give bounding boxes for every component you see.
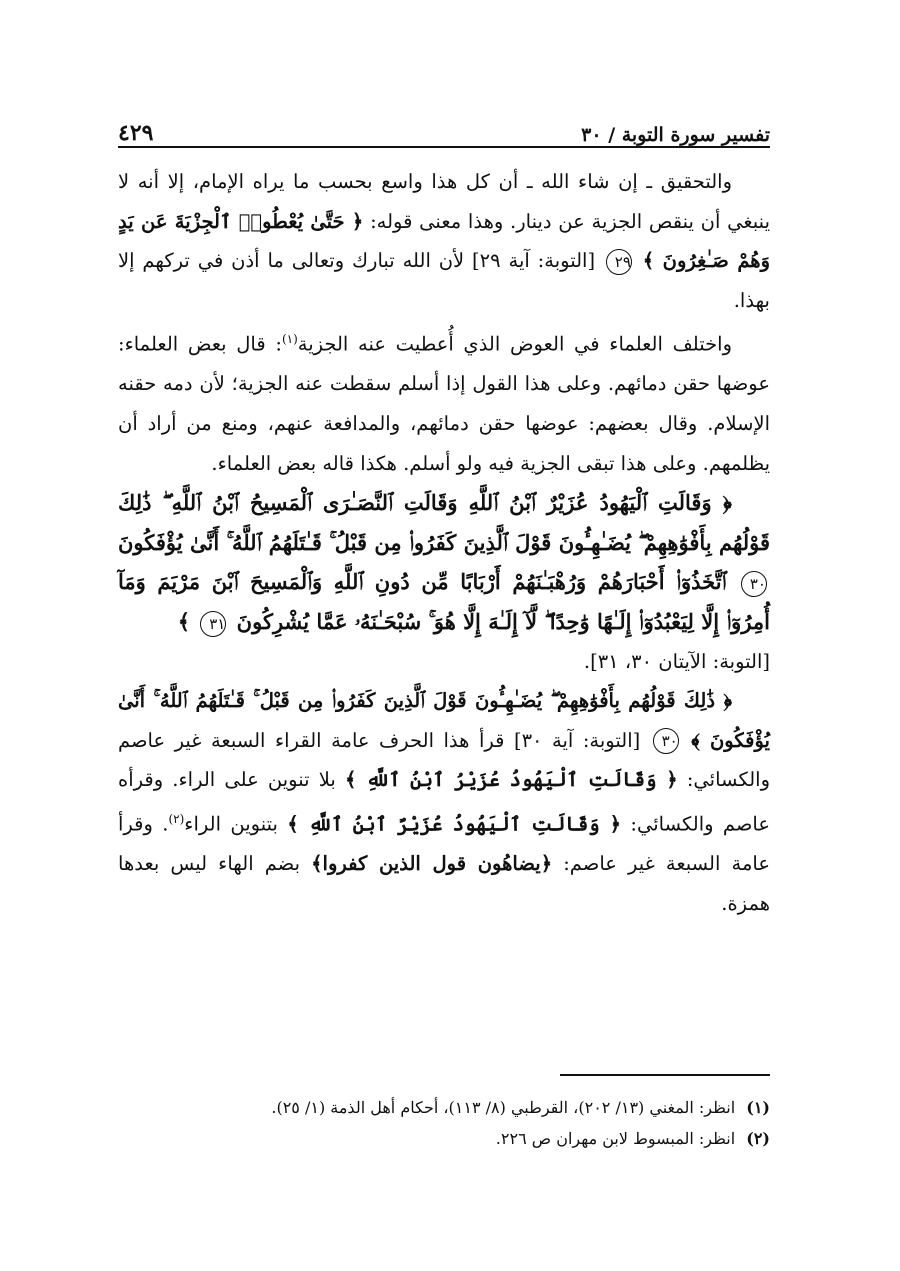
quran-bracket: ﴾	[177, 609, 191, 635]
footnote-divider	[560, 1074, 770, 1076]
page-number: ٤٢٩	[118, 120, 154, 146]
quran-verse: ﴿ وَقَالَتِ ٱلْيَهُودُ عُزَيْرٌ ٱبْنُ ٱللَّهِ وَقَالَتِ ٱلنَّصَـٰرَى ٱلْمَسِيحُ ٱبْنُ ٱللَّهِ ۖ ذَٰلِكَ قَوْلُهُم بِأَفْوَٰهِهِمْ ۖ يُضَـٰهِـُٔونَ قَوْلَ ٱلَّذِينَ كَفَرُوا۟ مِن قَبْلُ ۚ قَـٰتَلَهُمُ ٱللَّهُ ۚ أَنَّىٰ يُؤْفَكُونَ	[118, 490, 770, 555]
paragraph-text: بلا تنوين على الراء. وقرأه عاصم والكسائي:	[118, 768, 770, 836]
paragraph-text: واختلف العلماء في العوض الذي أُعطيت عنه الجزية	[297, 332, 733, 356]
quran-verse: ﴿ وَقَالَتِ ٱلْيَهُودُ عُزَيْرُ ٱبْنُ ٱللَّهِ ﴾	[344, 768, 678, 792]
body-text	[118, 162, 770, 923]
ayah-number-marker: ٣١	[200, 611, 226, 637]
quran-citation-line	[118, 642, 770, 682]
footnote-ref: (٢)	[168, 812, 185, 826]
footnote-text: انظر: المغني (١٣/ ٢٠٢)، القرطبي (٨/ ١١٣)، أحكام أهل الذمة (١/ ٢٥).	[271, 1098, 736, 1117]
running-title: تفسير سورة التوبة / ٣٠	[581, 124, 770, 146]
quran-verse: ﴿يضاهُون قول الذين كفروا﴾	[311, 852, 553, 876]
paragraph-text: بضم الهاء ليس بعدها همزة.	[118, 852, 770, 915]
paragraph-text: بتنوين الراء	[184, 812, 278, 836]
quran-verse: ﴿ وَقَالَتِ ٱلْيَهُودُ عُزَيْرٌ ٱبْنُ ٱللَّهِ ﴾	[287, 812, 622, 836]
footnote-number: (٢)	[746, 1129, 770, 1148]
paragraph-2	[118, 320, 770, 483]
footnote-number: (١)	[746, 1098, 770, 1117]
running-head	[118, 110, 770, 148]
quran-verse: ﴿ ذَٰلِكَ قَوْلُهُم بِأَفْوَٰهِهِمْ ۖ يُضَـٰهِـُٔونَ قَوْلَ ٱلَّذِينَ كَفَرُوا۟ مِن قَبْلُ ۚ قَـٰتَلَهُمُ ٱللَّهُ ۚ أَنَّىٰ يُؤْفَكُونَ ﴾	[118, 689, 770, 752]
footnote-1	[118, 1092, 770, 1123]
quran-verse: ﴿ حَتَّىٰ يُعْطُوا۟ ٱلْجِزْيَةَ عَن يَدٍ وَهُمْ صَـٰغِرُونَ ﴾	[118, 209, 771, 273]
quran-citation: [التوبة: الآيتان ٣٠، ٣١].	[583, 649, 770, 673]
paragraph-text: والتحقيق ـ إن شاء الله ـ أن كل هذا واسع بحسب ما يراه الإمام، إلا أنه لا ينبغي أن ينقص الجزية عن دينار. وهذا معنى قوله:	[118, 170, 770, 233]
book-page	[118, 110, 770, 1200]
ayah-number-marker: ٣٠	[741, 571, 767, 597]
paragraph-text: [التوبة: آية ٢٩] لأن الله تبارك وتعالى ما أذن في تركهم إلا بهذا.	[118, 249, 770, 312]
footnote-2	[118, 1123, 770, 1154]
footnote-text: انظر: المبسوط لابن مهران ص ٢٢٦.	[495, 1129, 736, 1148]
paragraph-text: : قال بعض العلماء: عوضها حقن دمائهم. وعلى هذا القول إذا أسلم سقطت عنه الجزية؛ لأن دمه حقنه الإسلام. وقال بعضهم: عوضها حقن دمائهم، والمدافعة عنهم، ومنع من أراد أن يظلمهم. وعلى هذا تبقى الجزية فيه ولو أسلم. هكذا قاله بعض العلماء.	[118, 332, 770, 475]
quran-verse: ٱتَّخَذُوٓا۟ أَحْبَارَهُمْ وَرُهْبَـٰنَهُمْ أَرْبَابًا مِّن دُونِ ٱللَّهِ وَٱلْمَسِيحَ ٱبْنَ مَرْيَمَ وَمَآ أُمِرُوٓا۟ إِلَّا لِيَعْبُدُوٓا۟ إِلَـٰهًا وَٰحِدًا ۖ لَّآ إِلَـٰهَ إِلَّا هُوَ ۚ سُبْحَـٰنَهُۥ عَمَّا يُشْرِكُونَ	[118, 569, 770, 635]
paragraph-3	[118, 681, 770, 923]
ayah-number-marker: ٣٠	[653, 728, 679, 754]
paragraph-text: . وقرأ عامة السبعة غير عاصم:	[118, 812, 770, 876]
footnotes	[118, 1092, 770, 1154]
footnote-ref: (١)	[281, 332, 298, 347]
paragraph-1	[118, 162, 770, 320]
ayah-number-marker: ٢٩	[606, 249, 632, 275]
paragraph-text: [التوبة: آية ٣٠] قرأ هذا الحرف عامة القراء السبعة غير عاصم والكسائي:	[118, 728, 770, 792]
quran-block	[118, 483, 770, 641]
